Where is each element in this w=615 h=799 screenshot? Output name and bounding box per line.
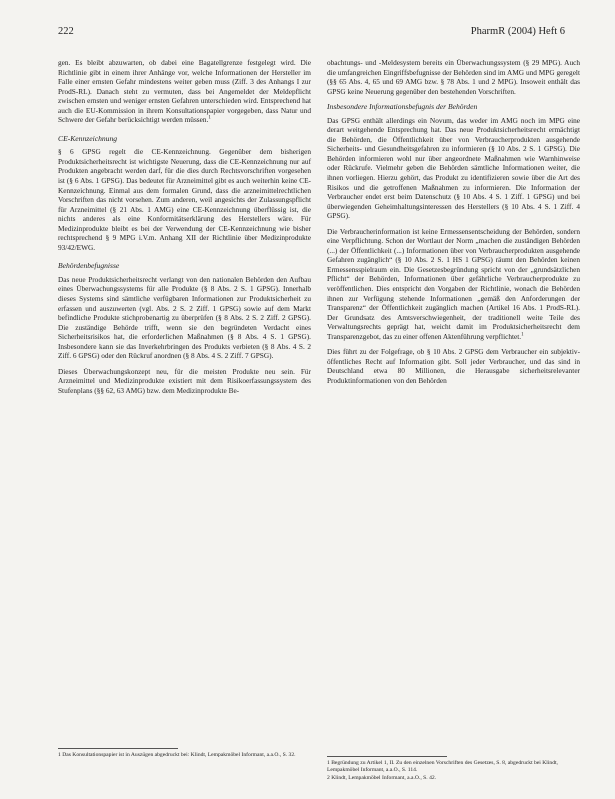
paragraph: Die Verbraucherinformation ist keine Ermessensentscheidung der Behörden, sondern eine Verpflichtung. Schon der Wortlaut der Norm „machen die zuständigen Behörden (...) der Öffentlichkeit (...) Informationen über von Verbraucherprodukten ausgehende Gefahren zugänglich“ (§ 10 Abs. 2 S. 1 HS 1 GPSG) räumt den Behörden keinen Ermessensspielraum ein. Die Gesetzesbegründung spricht von der „grundsätzlichen Pflicht“ der Behörden, Informationen über gefährliche Verbraucherprodukte zu veröffentlichen. Dies entspricht den Vorgaben der Richtlinie, wonach die Behörden ihnen zur Verfügung stehende Informationen „gemäß den Anforderungen der Transparenz“ der Öffentlichkeit zugänglich machen (Artikel 16 Abs. 1 ProdS-RL). Der Grundsatz des Amtsverschwiegenheit, der traditionell weite Teile des Verwaltungsrechts geprägt hat, weicht damit im Produktsicherheitsrecht dem Transparenzgebot, das zu einer offenen Aktenführung verpflichtet.$^1$ bbox=[327, 226, 580, 341]
section-heading: Insbesondere Informationsbefugnis der Behörden bbox=[327, 102, 478, 112]
right-column bbox=[327, 58, 580, 392]
page-header bbox=[58, 26, 565, 37]
footnotes-left bbox=[58, 748, 296, 760]
paragraph: obachtungs- und -Meldesystem bereits ein Überwachungssystem (§ 29 MPG). Auch die umfangreichen Eingriffsbefugnisse der Behörden sind im AMG und MPG geregelt (§§ 65 Abs. 4, 65 und 69 AMG bzw. § 78 Abs. 1 und 2 MPG). Insoweit enthält das GPSG keine Neuerung gegenüber den bestehenden Vorschriften. bbox=[327, 58, 580, 96]
paragraph: Das neue Produktsicherheitsrecht verlangt von den nationalen Behörden den Aufbau eines Überwachungssystems für alle Produkte (§ 8 Abs. 2 S. 1 GPSG). Innerhalb dieses Systems sind sämtliche verfügbaren Informationen zur Produktsicherheit zu erfassen und auszuwerten (vgl. Abs. 2 S. 2 Ziff. 1 GPSG) sowie auf dem Markt befindliche Produkte stichprobenartig zu überprüfen (§ 8 Abs. 2 S. 2 Ziff. 2 GPSG). Die zuständige Behörde trifft, wenn sie den begründeten Verdacht eines Sicherheitsrisikos hat, die erforderlichen Maßnahmen (§ 8 Abs. 4 S. 1 GPSG). Insbesondere kann sie das Inverkehrbringen des Produkts verbieten (§ 8 Abs. 4 S. 2 Ziff. 6 GPSG) oder den Rückruf anordnen (§ 8 Abs. 4 S. 2 Ziff. 7 GPSG). bbox=[58, 274, 311, 361]
footnote-ref: 1 bbox=[521, 332, 524, 338]
paragraph: Dies führt zu der Folgefrage, ob § 10 Abs. 2 GPSG dem Verbraucher ein subjektiv-öffentliches Recht auf Information gibt. Soll jeder Verbraucher, und das sind in Deutschland etwa 80 Millionen, die Herausgabe sicherheitsrelevanter Produktinformationen von den Behörden bbox=[327, 347, 580, 385]
footnote: 1 Das Konsultationspapier ist in Auszügen abgedruckt bei: Klindt, Lempakmöbel Informant, a.a.O., S. 32. bbox=[58, 752, 296, 758]
journal-title: PharmR (2004) Heft 6 bbox=[470, 26, 565, 37]
left-column bbox=[58, 58, 311, 402]
paragraph: Dieses Überwachungskonzept neu, für die meisten Produkte neu sein. Für Arzneimittel und Medizinprodukte existiert mit dem Risikoerfassungssystem des Stufenplans (§§ 62, 63 AMG) bzw. dem Medizinprodukte Be- bbox=[58, 366, 311, 395]
footnote: 2 Klindt, Lempakmöbel Informant, a.a.O., S. 42. bbox=[327, 775, 437, 781]
paragraph: gen. Es bleibt abzuwarten, ob dabei eine Bagatellgrenze festgelegt wird. Die Richtlinie gibt in einem ihrer Anhänge vor, welche Informationen der Hersteller im Falle einer ernsten Gefahr mindestens weiter geben muss (Ziff. 3 des Anhangs I zur ProdS-RL). Danach steht zu vermuten, dass bei Angemeldet der Meldepflicht zwischen ernsten und weniger ernsten Gefahren unterschieden wird. Entsprechend hat auch die EU-Kommission in ihrem Konsultationspapier vorgegeben, dass Natur und Schwere der Gefahr berücksichtigt werden müssen.$^1$ bbox=[58, 58, 311, 125]
page-number: 222 bbox=[58, 26, 74, 37]
footnote: 1 Begründung zu Artikel 1, II. Zu den einzelnen Vorschriften des Gesetzes, S. 8, abgedruckt bei Klindt, Lempakmöbel Informant, a.a.O., S. 114. bbox=[327, 760, 558, 773]
footnotes-right bbox=[327, 756, 558, 783]
paragraph: § 6 GPSG regelt die CE-Kennzeichnung. Gegenüber dem bisherigen Produktsicherheitsrecht ist wichtigste Neuerung, dass die CE-Kennzeichnung nur auf Produkten angebracht werden darf, für die dies durch Rechtsvorschriften vorgesehen ist (§ 6 Abs. 1 GPSG). Das bedeutet für Arzneimittel gibt es auch weiterhin keine CE-Kennzeichnung. Einmal aus dem formalen Grund, dass die arzneimittelrechtlichen Vorschriften das nicht vorsehen. Zum anderen, weil angesichts der Zulassungspflicht für Arzneimittel (§ 21 Abs. 1 AMG) eine CE-Kennzeichnung überflüssig ist, die nichts anderes als eine Konformitätserklärung des Herstellers wäre. Für Medizinprodukte bleibt es bei der Verwendung der CE-Kennzeichnung wie bisher rechtsprechend § 9 MPG i.V.m. Anhang XII der Richtlinie über Medizinprodukte 93/42/EWG. bbox=[58, 147, 311, 252]
footnote-ref: 1 bbox=[208, 115, 211, 121]
section-heading: CE-Kennzeichnung bbox=[58, 133, 118, 143]
paragraph: Das GPSG enthält allerdings ein Novum, das weder im AMG noch im MPG eine derart weitgehende Entsprechung hat. Das neue Produktsicherheitsrecht ermächtigt die Behörden, die Öffentlichkeit über von Verbraucherprodukten ausgehende Sicherheits- und Gesundheitsgefahren zu informieren (§ 10 Abs. 2 S. 1 GPSG). Die Behörden informieren wohl nur über angeordnete Maßnahmen wie Warnhinweise oder Rückrufe. Vielmehr geben die Behörden sämtliche Informationen weiter, die ihnen vorliegen. Hierzu gehört, das Produkt zu identifizieren sowie über die Art des Risikos und die getroffenen Maßnahmen zu informieren. Die Information der Verbraucher endet erst beim Datenschutz (§ 10 Abs. 4 S. 1 Ziff. 1 GPSG) und bei überwiegenden Geheimhaltungsinteressen des Herstellers (§ 10 Abs. 4 S. 1 Ziff. 4 GPSG). bbox=[327, 115, 580, 221]
section-heading: Behördenbefugnisse bbox=[58, 261, 120, 271]
